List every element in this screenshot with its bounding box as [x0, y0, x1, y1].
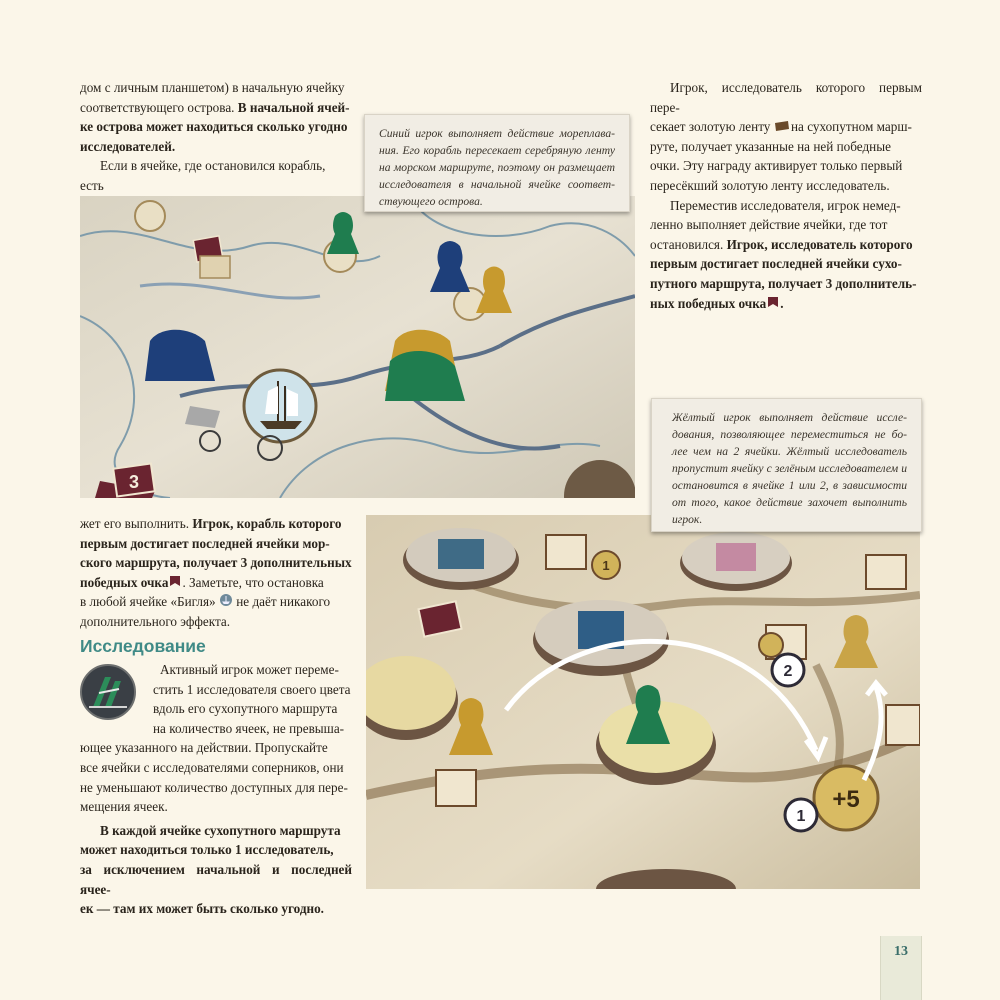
text-line: стить 1 исследователя своего цвета [153, 681, 351, 697]
caption-text: Жёлтый игрок выполняет действие иссле-дования, позволяющее переместиться не бо-лее чем на 2 ячейки. Жёлтый исследователь пропустит ячейку с зелёным исследователем и остановится в ячейке 1 или 2, в зависимости от того, какое действие захочет выполнить игрок. [672, 411, 907, 526]
bold-text: за исключением начальной и последней ячее- [80, 861, 352, 897]
text-line: в любой ячейке «Бигля» [80, 594, 219, 610]
left-column-top [80, 78, 352, 215]
paragraph [80, 821, 352, 841]
text-line: Переместив исследователя, игрок немед- [670, 197, 901, 213]
paragraph [80, 98, 352, 118]
text-line: соответствующего острова. [80, 99, 238, 115]
paragraph [80, 840, 352, 860]
paragraph [80, 573, 352, 593]
bold-text: ского маршрута, получает 3 дополнительных [80, 555, 352, 571]
bold-text: победных очка [80, 574, 169, 590]
paragraph [80, 680, 352, 700]
bold-text: ных победных очка [650, 295, 767, 311]
text-line: не уменьшают количество доступных для пере- [80, 779, 348, 795]
gold-ribbon-icon [774, 118, 788, 130]
left-column-middle [80, 514, 352, 632]
section-heading: Исследование [80, 636, 206, 656]
text-line: . Заметьте, что остановка [182, 574, 324, 590]
text-line: пересёкший золотую ленту исследователь. [650, 177, 890, 193]
paragraph [80, 860, 352, 899]
photo-sailing-action [80, 196, 635, 498]
coin-token-value: 1 [602, 558, 610, 573]
text-line: жет его выполнить. [80, 516, 193, 531]
page-number-tab [880, 936, 922, 1000]
paragraph [650, 156, 922, 176]
paragraph [80, 719, 352, 739]
victory-token-value: 3 [128, 472, 140, 492]
marker-1: 1 [796, 808, 806, 825]
paragraph [80, 699, 352, 719]
text-line: ленно выполняет действие ячейки, где тот [650, 217, 888, 233]
paragraph [650, 117, 922, 137]
caption-sailing [364, 114, 630, 212]
victory-points-icon [168, 574, 182, 586]
text-line: ющее указанного на действии. Пропускайте [80, 740, 328, 756]
bold-text: В каждой ячейке сухопутного маршрута [100, 822, 341, 838]
text-line: на количество ячеек, не превыша- [153, 720, 345, 736]
text-line: дом с личным планшетом) в начальную ячейку [80, 80, 345, 95]
paragraph [650, 176, 922, 196]
text-line: все ячейки с исследователями соперников, они [80, 759, 344, 775]
paragraph [80, 156, 352, 195]
paragraph [650, 215, 922, 235]
paragraph [80, 78, 352, 98]
caption-text: Синий игрок выполняет действие мореплава-ния. Его корабль пересекает серебряную ленту на морском маршруте, поэтому он размещает исследователя в начальной ячейке соответ-ствующего острова. [379, 127, 615, 208]
bold-text: может находиться только 1 исследователь, [80, 842, 334, 858]
text-line: мещения ячеек. [80, 799, 168, 815]
photo-exploration-action [366, 515, 920, 889]
bold-text: . [780, 295, 784, 311]
paragraph [80, 137, 352, 157]
text-line: остановился. [650, 236, 727, 252]
paragraph [80, 758, 352, 778]
page-number: 13 [894, 944, 908, 959]
text-line: на сухопутном марш- [787, 119, 912, 135]
paragraph [80, 514, 352, 534]
paragraph [650, 235, 922, 255]
paragraph [650, 137, 922, 157]
paragraph [650, 78, 922, 117]
text-line: дополнительного эффекта. [80, 613, 231, 629]
bold-text: исследователей. [80, 138, 176, 154]
text-line: секает золотую ленту [650, 119, 774, 135]
paragraph [650, 274, 922, 294]
paragraph [650, 196, 922, 216]
beagle-icon [219, 593, 233, 605]
bold-text: путного маршрута, получает 3 дополнитель- [650, 275, 917, 291]
paragraph [80, 592, 352, 612]
bold-text: В начальной ячей- [237, 99, 350, 115]
bold-text: первым достигает последней ячейки мор- [80, 535, 330, 551]
text-line: руте, получает указанные на ней победные [650, 138, 891, 154]
paragraph [80, 797, 352, 817]
text-line: Игрок, исследователь которого первым пере- [650, 80, 922, 115]
paragraph [650, 294, 922, 314]
paragraph [80, 660, 352, 680]
text-line: Если в ячейке, где остановился корабль, есть [80, 158, 326, 193]
bonus-points: +5 [832, 786, 860, 813]
caption-exploration [651, 398, 922, 532]
text-line: очки. Эту награду активирует только первый [650, 158, 903, 174]
bold-text: ке острова может находиться сколько угодно [80, 119, 348, 135]
paragraph [80, 738, 352, 758]
bold-text: Игрок, корабль которого [192, 516, 342, 531]
paragraph [80, 117, 352, 137]
paragraph [80, 534, 352, 554]
bold-text: Игрок, исследователь которого [726, 236, 913, 252]
paragraph [80, 612, 352, 632]
bold-text: первым достигает последней ячейки сухо- [650, 256, 902, 272]
bold-text: ек — там их может быть сколько угодно. [80, 901, 324, 917]
text-line: не даёт никакого [232, 594, 331, 610]
paragraph [80, 553, 352, 573]
section-body [80, 660, 352, 919]
paragraph [650, 254, 922, 274]
victory-points-icon [766, 295, 780, 307]
paragraph [80, 899, 352, 919]
marker-2: 2 [783, 663, 793, 680]
text-line: Активный игрок может переме- [160, 662, 339, 677]
right-column-top [650, 78, 922, 313]
paragraph [80, 778, 352, 798]
text-line: вдоль его сухопутного маршрута [153, 701, 338, 717]
